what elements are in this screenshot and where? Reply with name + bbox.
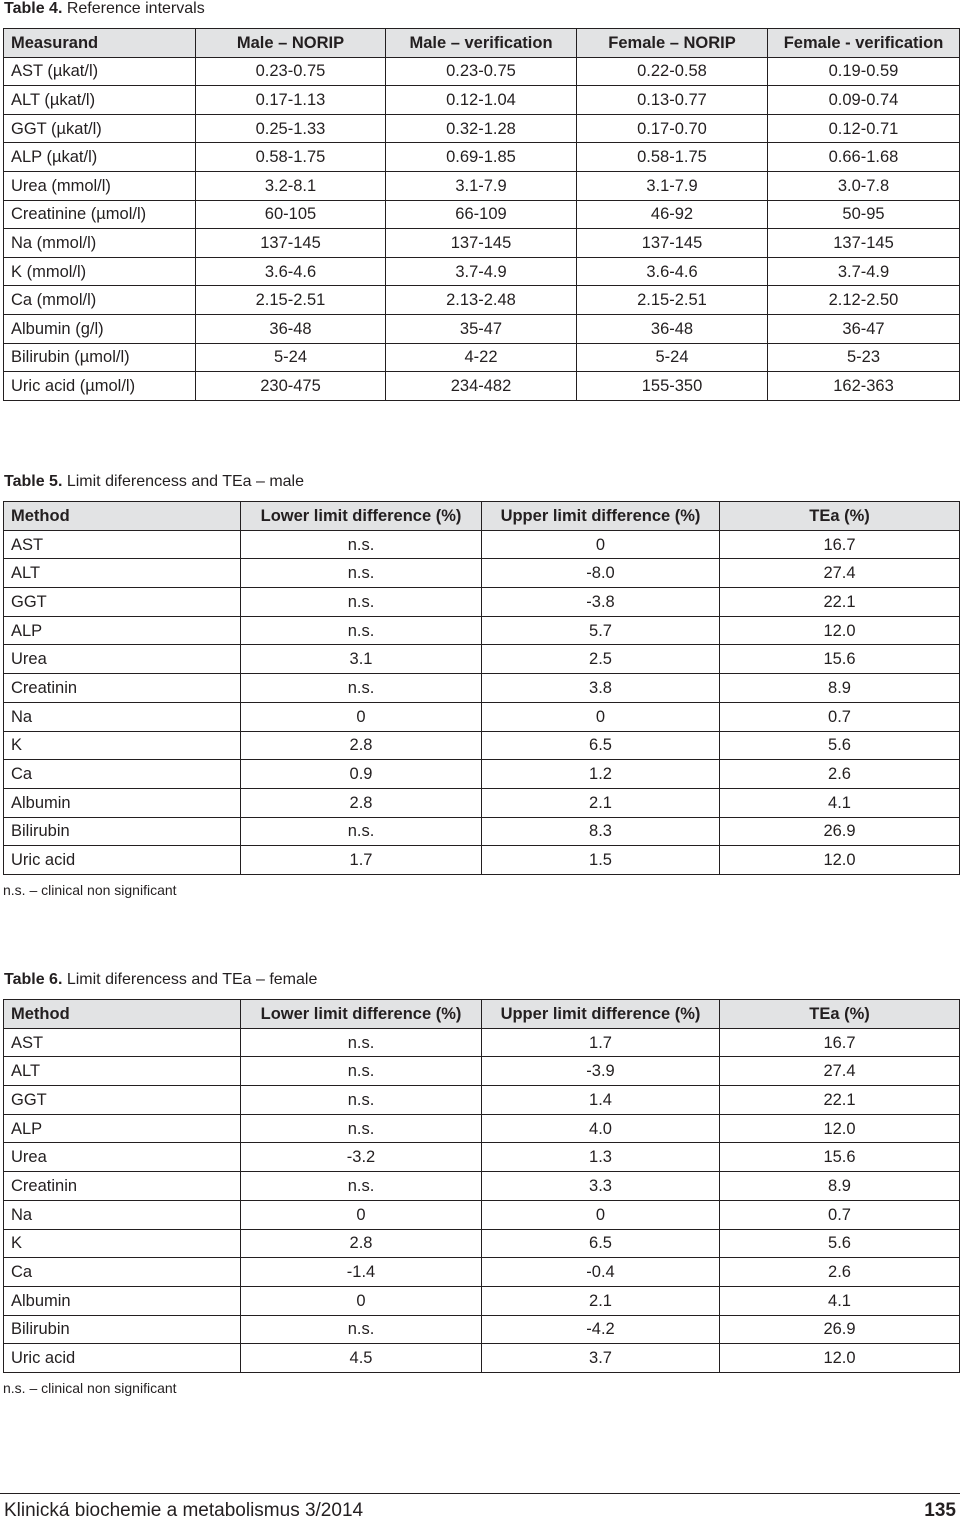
table-cell: 4.1 <box>720 788 960 817</box>
table6-label: Table 6. <box>4 971 63 988</box>
row-label-cell: Uric acid (µmol/l) <box>4 372 196 401</box>
row-label-cell: Urea <box>4 645 241 674</box>
table-cell: 1.3 <box>482 1143 720 1172</box>
table-cell: 60-105 <box>196 200 386 229</box>
table-cell: 0.58-1.75 <box>577 143 768 172</box>
row-label-cell: Ca (mmol/l) <box>4 286 196 315</box>
column-header: TEa (%) <box>720 1000 960 1029</box>
table-cell: -1.4 <box>241 1258 482 1287</box>
table-cell: 5-24 <box>577 343 768 372</box>
table-row <box>4 257 960 286</box>
table-row <box>4 588 960 617</box>
table-cell: -3.8 <box>482 588 720 617</box>
row-label-cell: K <box>4 731 241 760</box>
table-cell: 26.9 <box>720 1315 960 1344</box>
table-row <box>4 229 960 258</box>
table-cell: 1.4 <box>482 1086 720 1115</box>
table4-caption <box>4 0 205 18</box>
table-cell: 16.7 <box>720 1028 960 1057</box>
column-header: Lower limit difference (%) <box>241 1000 482 1029</box>
table-cell: -3.2 <box>241 1143 482 1172</box>
row-label-cell: Albumin <box>4 788 241 817</box>
table6-title: Limit diferencess and TEa – female <box>66 971 318 988</box>
table-row <box>4 1286 960 1315</box>
table-cell: 5-23 <box>768 343 960 372</box>
table-cell: 0.32-1.28 <box>386 114 577 143</box>
table-cell: 35-47 <box>386 314 577 343</box>
table-cell: 0.17-1.13 <box>196 86 386 115</box>
page-number: 135 <box>924 1500 956 1521</box>
row-label-cell: GGT <box>4 1086 241 1115</box>
row-label-cell: Albumin <box>4 1286 241 1315</box>
table-row <box>4 674 960 703</box>
table-cell: 22.1 <box>720 588 960 617</box>
table-cell: 16.7 <box>720 530 960 559</box>
table-body <box>4 1028 960 1372</box>
table-cell: 3.1 <box>241 645 482 674</box>
table-cell: 0.09-0.74 <box>768 86 960 115</box>
footer-divider <box>0 1493 960 1494</box>
table-cell: 50-95 <box>768 200 960 229</box>
limit-differences-female-table <box>3 999 960 1373</box>
table-cell: 27.4 <box>720 1057 960 1086</box>
table-cell: 3.6-4.6 <box>577 257 768 286</box>
table-row <box>4 1315 960 1344</box>
table-cell: 36-48 <box>577 314 768 343</box>
table-row <box>4 530 960 559</box>
table-cell: 4.1 <box>720 1286 960 1315</box>
row-label-cell: AST <box>4 1028 241 1057</box>
table-cell: 2.6 <box>720 1258 960 1287</box>
column-header: TEa (%) <box>720 502 960 531</box>
row-label-cell: ALP <box>4 1114 241 1143</box>
table-cell: 0 <box>241 702 482 731</box>
table-cell: 66-109 <box>386 200 577 229</box>
table-cell: -4.2 <box>482 1315 720 1344</box>
table-cell: 1.7 <box>482 1028 720 1057</box>
row-label-cell: ALT <box>4 1057 241 1086</box>
table-cell: n.s. <box>241 1028 482 1057</box>
table-cell: 5.6 <box>720 1229 960 1258</box>
table-cell: 46-92 <box>577 200 768 229</box>
table6-footnote: n.s. – clinical non significant <box>3 1380 177 1396</box>
table-cell: 3.1-7.9 <box>386 171 577 200</box>
row-label-cell: Uric acid <box>4 846 241 875</box>
table-cell: 3.8 <box>482 674 720 703</box>
row-label-cell: Urea (mmol/l) <box>4 171 196 200</box>
table-cell: 0.19-0.59 <box>768 57 960 86</box>
table-cell: 2.1 <box>482 1286 720 1315</box>
table-cell: 0.12-1.04 <box>386 86 577 115</box>
table-cell: 3.6-4.6 <box>196 257 386 286</box>
table-body <box>4 530 960 874</box>
table-row <box>4 200 960 229</box>
column-header: Upper limit difference (%) <box>482 1000 720 1029</box>
table-cell: 2.1 <box>482 788 720 817</box>
table-cell: 155-350 <box>577 372 768 401</box>
table-cell: 0 <box>482 702 720 731</box>
table-cell: 12.0 <box>720 1114 960 1143</box>
row-label-cell: Na (mmol/l) <box>4 229 196 258</box>
table-cell: -3.9 <box>482 1057 720 1086</box>
table-cell: n.s. <box>241 588 482 617</box>
table-cell: 2.15-2.51 <box>196 286 386 315</box>
table-cell: 0 <box>482 1200 720 1229</box>
table-cell: 137-145 <box>386 229 577 258</box>
table-cell: 2.12-2.50 <box>768 286 960 315</box>
table-cell: n.s. <box>241 1057 482 1086</box>
row-label-cell: ALP <box>4 616 241 645</box>
table-cell: 3.1-7.9 <box>577 171 768 200</box>
table-cell: 0.9 <box>241 760 482 789</box>
table5-footnote: n.s. – clinical non significant <box>3 882 177 898</box>
row-label-cell: Albumin (g/l) <box>4 314 196 343</box>
table6-caption <box>4 971 317 989</box>
table-row <box>4 1172 960 1201</box>
row-label-cell: Na <box>4 702 241 731</box>
limit-differences-male-table <box>3 501 960 875</box>
table-cell: 3.7 <box>482 1344 720 1373</box>
row-label-cell: Creatinin <box>4 674 241 703</box>
table-cell: 12.0 <box>720 1344 960 1373</box>
table-cell: 12.0 <box>720 616 960 645</box>
table-cell: n.s. <box>241 1315 482 1344</box>
table-cell: 22.1 <box>720 1086 960 1115</box>
row-label-cell: Uric acid <box>4 1344 241 1373</box>
table-row <box>4 645 960 674</box>
table-cell: 2.8 <box>241 1229 482 1258</box>
table-row <box>4 702 960 731</box>
table-cell: 2.8 <box>241 731 482 760</box>
table-cell: 5-24 <box>196 343 386 372</box>
table-header-row <box>4 1000 960 1029</box>
table-row <box>4 1028 960 1057</box>
column-header: Upper limit difference (%) <box>482 502 720 531</box>
table-cell: 6.5 <box>482 1229 720 1258</box>
table-cell: 0.23-0.75 <box>196 57 386 86</box>
table-cell: 0.66-1.68 <box>768 143 960 172</box>
row-label-cell: Bilirubin <box>4 1315 241 1344</box>
table-cell: 0 <box>482 530 720 559</box>
row-label-cell: AST <box>4 530 241 559</box>
table-cell: 6.5 <box>482 731 720 760</box>
table4-title: Reference intervals <box>66 0 205 17</box>
table-cell: n.s. <box>241 1114 482 1143</box>
column-header: Female – NORIP <box>577 29 768 58</box>
table-cell: 8.3 <box>482 817 720 846</box>
table-cell: 5.7 <box>482 616 720 645</box>
table-cell: 5.6 <box>720 731 960 760</box>
table-cell: 8.9 <box>720 674 960 703</box>
table-cell: 36-48 <box>196 314 386 343</box>
row-label-cell: AST (µkat/l) <box>4 57 196 86</box>
table-cell: 137-145 <box>577 229 768 258</box>
table-cell: 4.0 <box>482 1114 720 1143</box>
table-cell: 2.5 <box>482 645 720 674</box>
table-row <box>4 1086 960 1115</box>
table-row <box>4 114 960 143</box>
row-label-cell: Na <box>4 1200 241 1229</box>
table-cell: 26.9 <box>720 817 960 846</box>
row-label-cell: Creatinine (µmol/l) <box>4 200 196 229</box>
column-header: Male – verification <box>386 29 577 58</box>
reference-intervals-table <box>3 28 960 401</box>
table-cell: 15.6 <box>720 645 960 674</box>
column-header: Measurand <box>4 29 196 58</box>
table-cell: 1.7 <box>241 846 482 875</box>
row-label-cell: K <box>4 1229 241 1258</box>
table-cell: 3.7-4.9 <box>768 257 960 286</box>
table-cell: 0.25-1.33 <box>196 114 386 143</box>
table-cell: 0.69-1.85 <box>386 143 577 172</box>
table-cell: 2.15-2.51 <box>577 286 768 315</box>
table-row <box>4 817 960 846</box>
table-cell: 1.2 <box>482 760 720 789</box>
row-label-cell: Ca <box>4 1258 241 1287</box>
table-row <box>4 143 960 172</box>
column-header: Method <box>4 1000 241 1029</box>
table-cell: 0.12-0.71 <box>768 114 960 143</box>
table-cell: 3.0-7.8 <box>768 171 960 200</box>
table-cell: 27.4 <box>720 559 960 588</box>
row-label-cell: ALP (µkat/l) <box>4 143 196 172</box>
table-row <box>4 286 960 315</box>
table-row <box>4 1200 960 1229</box>
table-cell: 0 <box>241 1200 482 1229</box>
table4-label: Table 4. <box>4 0 63 17</box>
table-row <box>4 846 960 875</box>
row-label-cell: Bilirubin <box>4 817 241 846</box>
table-cell: n.s. <box>241 674 482 703</box>
table-cell: 2.13-2.48 <box>386 286 577 315</box>
row-label-cell: GGT (µkat/l) <box>4 114 196 143</box>
table-row <box>4 314 960 343</box>
table-cell: 1.5 <box>482 846 720 875</box>
table-row <box>4 1344 960 1373</box>
row-label-cell: Bilirubin (µmol/l) <box>4 343 196 372</box>
column-header: Male – NORIP <box>196 29 386 58</box>
table-row <box>4 86 960 115</box>
table-cell: 0 <box>241 1286 482 1315</box>
table-row <box>4 559 960 588</box>
table-cell: 230-475 <box>196 372 386 401</box>
journal-name: Klinická biochemie a metabolismus 3/2014 <box>4 1500 364 1521</box>
table-cell: 0.58-1.75 <box>196 143 386 172</box>
table-cell: n.s. <box>241 817 482 846</box>
table-cell: 162-363 <box>768 372 960 401</box>
table-cell: 0.17-0.70 <box>577 114 768 143</box>
table-cell: 36-47 <box>768 314 960 343</box>
table-cell: n.s. <box>241 1172 482 1201</box>
table-body <box>4 57 960 400</box>
table-row <box>4 343 960 372</box>
table5-label: Table 5. <box>4 473 63 490</box>
table-cell: 137-145 <box>196 229 386 258</box>
table-cell: n.s. <box>241 616 482 645</box>
table-row <box>4 616 960 645</box>
table-row <box>4 372 960 401</box>
row-label-cell: Ca <box>4 760 241 789</box>
column-header: Female - verification <box>768 29 960 58</box>
column-header: Lower limit difference (%) <box>241 502 482 531</box>
table-header-row <box>4 29 960 58</box>
table-cell: 0.7 <box>720 702 960 731</box>
table-row <box>4 57 960 86</box>
table-cell: 137-145 <box>768 229 960 258</box>
table-cell: 3.3 <box>482 1172 720 1201</box>
table-cell: 15.6 <box>720 1143 960 1172</box>
row-label-cell: GGT <box>4 588 241 617</box>
table5-title: Limit diferencess and TEa – male <box>66 473 304 490</box>
table-header-row <box>4 502 960 531</box>
table-cell: 12.0 <box>720 846 960 875</box>
table-cell: 2.8 <box>241 788 482 817</box>
row-label-cell: Creatinin <box>4 1172 241 1201</box>
table-cell: -0.4 <box>482 1258 720 1287</box>
table-cell: 3.2-8.1 <box>196 171 386 200</box>
table-cell: 0.23-0.75 <box>386 57 577 86</box>
row-label-cell: Urea <box>4 1143 241 1172</box>
table-cell: 234-482 <box>386 372 577 401</box>
table-row <box>4 760 960 789</box>
table-cell: 0.22-0.58 <box>577 57 768 86</box>
table-cell: 0.13-0.77 <box>577 86 768 115</box>
table-cell: n.s. <box>241 559 482 588</box>
table5-caption <box>4 473 304 491</box>
column-header: Method <box>4 502 241 531</box>
table-row <box>4 1057 960 1086</box>
table-cell: 4-22 <box>386 343 577 372</box>
table-row <box>4 1229 960 1258</box>
table-cell: 4.5 <box>241 1344 482 1373</box>
row-label-cell: K (mmol/l) <box>4 257 196 286</box>
row-label-cell: ALT <box>4 559 241 588</box>
table-cell: 0.7 <box>720 1200 960 1229</box>
table-row <box>4 1143 960 1172</box>
table-row <box>4 788 960 817</box>
table-row <box>4 1114 960 1143</box>
table-cell: 8.9 <box>720 1172 960 1201</box>
table-row <box>4 731 960 760</box>
table-row <box>4 171 960 200</box>
table-cell: n.s. <box>241 1086 482 1115</box>
table-row <box>4 1258 960 1287</box>
table-cell: 2.6 <box>720 760 960 789</box>
table-cell: -8.0 <box>482 559 720 588</box>
table-cell: 3.7-4.9 <box>386 257 577 286</box>
table-cell: n.s. <box>241 530 482 559</box>
row-label-cell: ALT (µkat/l) <box>4 86 196 115</box>
